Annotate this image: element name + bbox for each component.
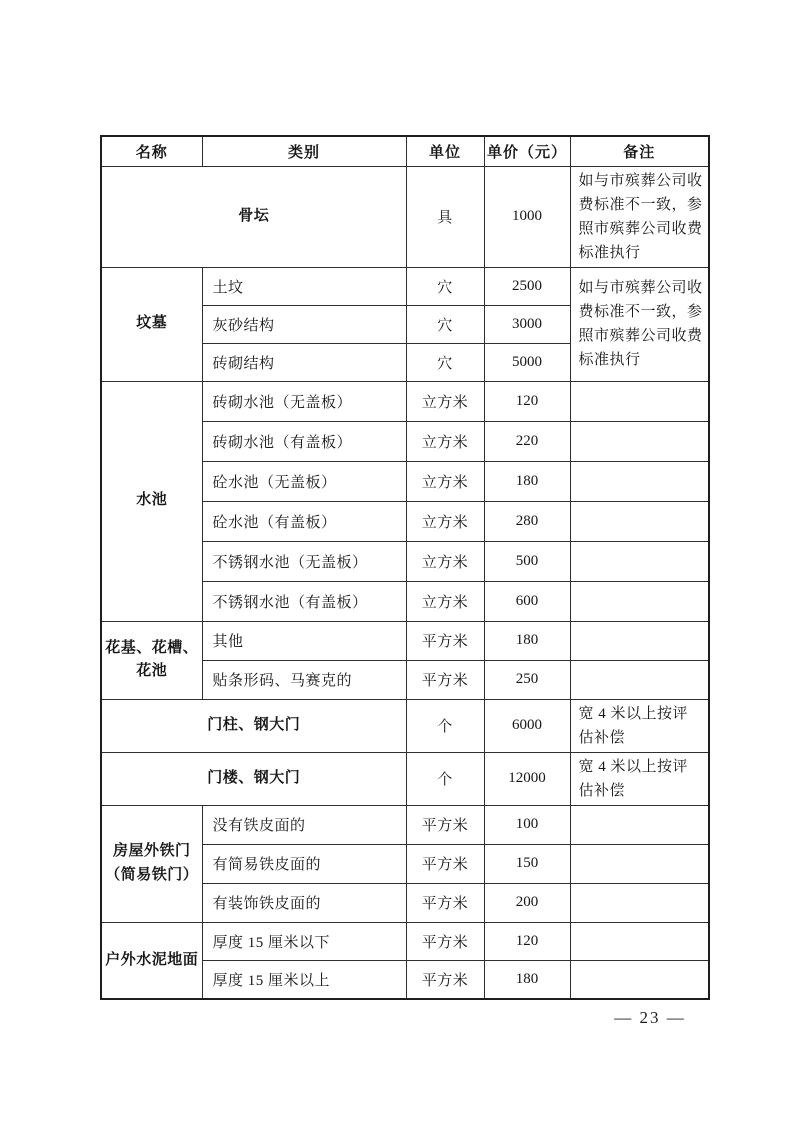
cell-remark xyxy=(570,541,709,581)
cell-price: 280 xyxy=(484,501,570,541)
cell-remark xyxy=(570,621,709,660)
cell-category: 有装饰铁皮面的 xyxy=(202,883,406,922)
cell-price: 12000 xyxy=(484,752,570,805)
cell-unit: 立方米 xyxy=(406,541,484,581)
cell-remark xyxy=(570,581,709,621)
table-row xyxy=(101,922,709,960)
cell-name: 水池 xyxy=(101,381,202,621)
cell-unit: 具 xyxy=(406,166,484,267)
cell-unit: 平方米 xyxy=(406,621,484,660)
column-header-name: 名称 xyxy=(101,136,202,166)
cell-unit: 个 xyxy=(406,752,484,805)
cell-category: 其他 xyxy=(202,621,406,660)
cell-remark xyxy=(570,461,709,501)
cell-name: 骨坛 xyxy=(101,166,406,267)
cell-price: 1000 xyxy=(484,166,570,267)
cell-name: 门柱、钢大门 xyxy=(101,699,406,752)
cell-remark xyxy=(570,381,709,421)
cell-unit: 穴 xyxy=(406,343,484,381)
cell-category: 砼水池（有盖板） xyxy=(202,501,406,541)
cell-category: 灰砂结构 xyxy=(202,305,406,343)
compensation-price-table xyxy=(100,135,710,1000)
cell-price: 500 xyxy=(484,541,570,581)
cell-price: 200 xyxy=(484,883,570,922)
cell-name: 户外水泥地面 xyxy=(101,922,202,999)
cell-price: 2500 xyxy=(484,267,570,305)
cell-unit: 立方米 xyxy=(406,581,484,621)
cell-name: 花基、花槽、花池 xyxy=(101,621,202,699)
cell-unit: 平方米 xyxy=(406,844,484,883)
table-header-row xyxy=(101,136,709,166)
cell-price: 600 xyxy=(484,581,570,621)
cell-price: 150 xyxy=(484,844,570,883)
cell-remark xyxy=(570,883,709,922)
cell-price: 120 xyxy=(484,381,570,421)
cell-remark: 宽 4 米以上按评估补偿 xyxy=(570,699,709,752)
cell-name: 坟墓 xyxy=(101,267,202,381)
cell-category: 贴条形码、马赛克的 xyxy=(202,660,406,699)
cell-price: 250 xyxy=(484,660,570,699)
cell-unit: 平方米 xyxy=(406,883,484,922)
cell-category: 砖砌水池（有盖板） xyxy=(202,421,406,461)
cell-unit: 平方米 xyxy=(406,660,484,699)
cell-unit: 穴 xyxy=(406,267,484,305)
table-row xyxy=(101,166,709,267)
cell-category: 土坟 xyxy=(202,267,406,305)
cell-category: 砖砌水池（无盖板） xyxy=(202,381,406,421)
cell-category: 砼水池（无盖板） xyxy=(202,461,406,501)
cell-price: 5000 xyxy=(484,343,570,381)
cell-remark xyxy=(570,421,709,461)
table-row xyxy=(101,621,709,660)
table-row xyxy=(101,805,709,844)
cell-remark xyxy=(570,805,709,844)
cell-unit: 穴 xyxy=(406,305,484,343)
cell-remark: 如与市殡葬公司收费标准不一致，参照市殡葬公司收费标准执行 xyxy=(570,166,709,267)
cell-remark: 宽 4 米以上按评估补偿 xyxy=(570,752,709,805)
cell-name: 门楼、钢大门 xyxy=(101,752,406,805)
cell-category: 砖砌结构 xyxy=(202,343,406,381)
cell-price: 3000 xyxy=(484,305,570,343)
cell-category: 没有铁皮面的 xyxy=(202,805,406,844)
cell-category: 厚度 15 厘米以下 xyxy=(202,922,406,960)
cell-price: 100 xyxy=(484,805,570,844)
table-row xyxy=(101,267,709,305)
cell-price: 220 xyxy=(484,421,570,461)
cell-unit: 平方米 xyxy=(406,805,484,844)
cell-remark: 如与市殡葬公司收费标准不一致，参照市殡葬公司收费标准执行 xyxy=(570,267,709,381)
cell-remark xyxy=(570,660,709,699)
table-row xyxy=(101,381,709,421)
cell-category: 不锈钢水池（无盖板） xyxy=(202,541,406,581)
cell-category: 厚度 15 厘米以上 xyxy=(202,960,406,999)
table-row xyxy=(101,699,709,752)
cell-unit: 立方米 xyxy=(406,421,484,461)
column-header-unit: 单位 xyxy=(406,136,484,166)
cell-remark xyxy=(570,844,709,883)
cell-price: 180 xyxy=(484,621,570,660)
column-header-price: 单价（元） xyxy=(484,136,570,166)
table-row xyxy=(101,752,709,805)
cell-remark xyxy=(570,922,709,960)
cell-unit: 个 xyxy=(406,699,484,752)
cell-name: 房屋外铁门（简易铁门） xyxy=(101,805,202,922)
cell-unit: 立方米 xyxy=(406,461,484,501)
cell-unit: 立方米 xyxy=(406,501,484,541)
cell-category: 不锈钢水池（有盖板） xyxy=(202,581,406,621)
cell-remark xyxy=(570,960,709,999)
cell-unit: 平方米 xyxy=(406,922,484,960)
column-header-remark: 备注 xyxy=(570,136,709,166)
cell-unit: 立方米 xyxy=(406,381,484,421)
cell-unit: 平方米 xyxy=(406,960,484,999)
cell-price: 6000 xyxy=(484,699,570,752)
cell-price: 180 xyxy=(484,960,570,999)
cell-price: 180 xyxy=(484,461,570,501)
cell-category: 有简易铁皮面的 xyxy=(202,844,406,883)
column-header-category: 类别 xyxy=(202,136,406,166)
cell-remark xyxy=(570,501,709,541)
cell-price: 120 xyxy=(484,922,570,960)
page-number: — 23 — xyxy=(614,1008,686,1027)
